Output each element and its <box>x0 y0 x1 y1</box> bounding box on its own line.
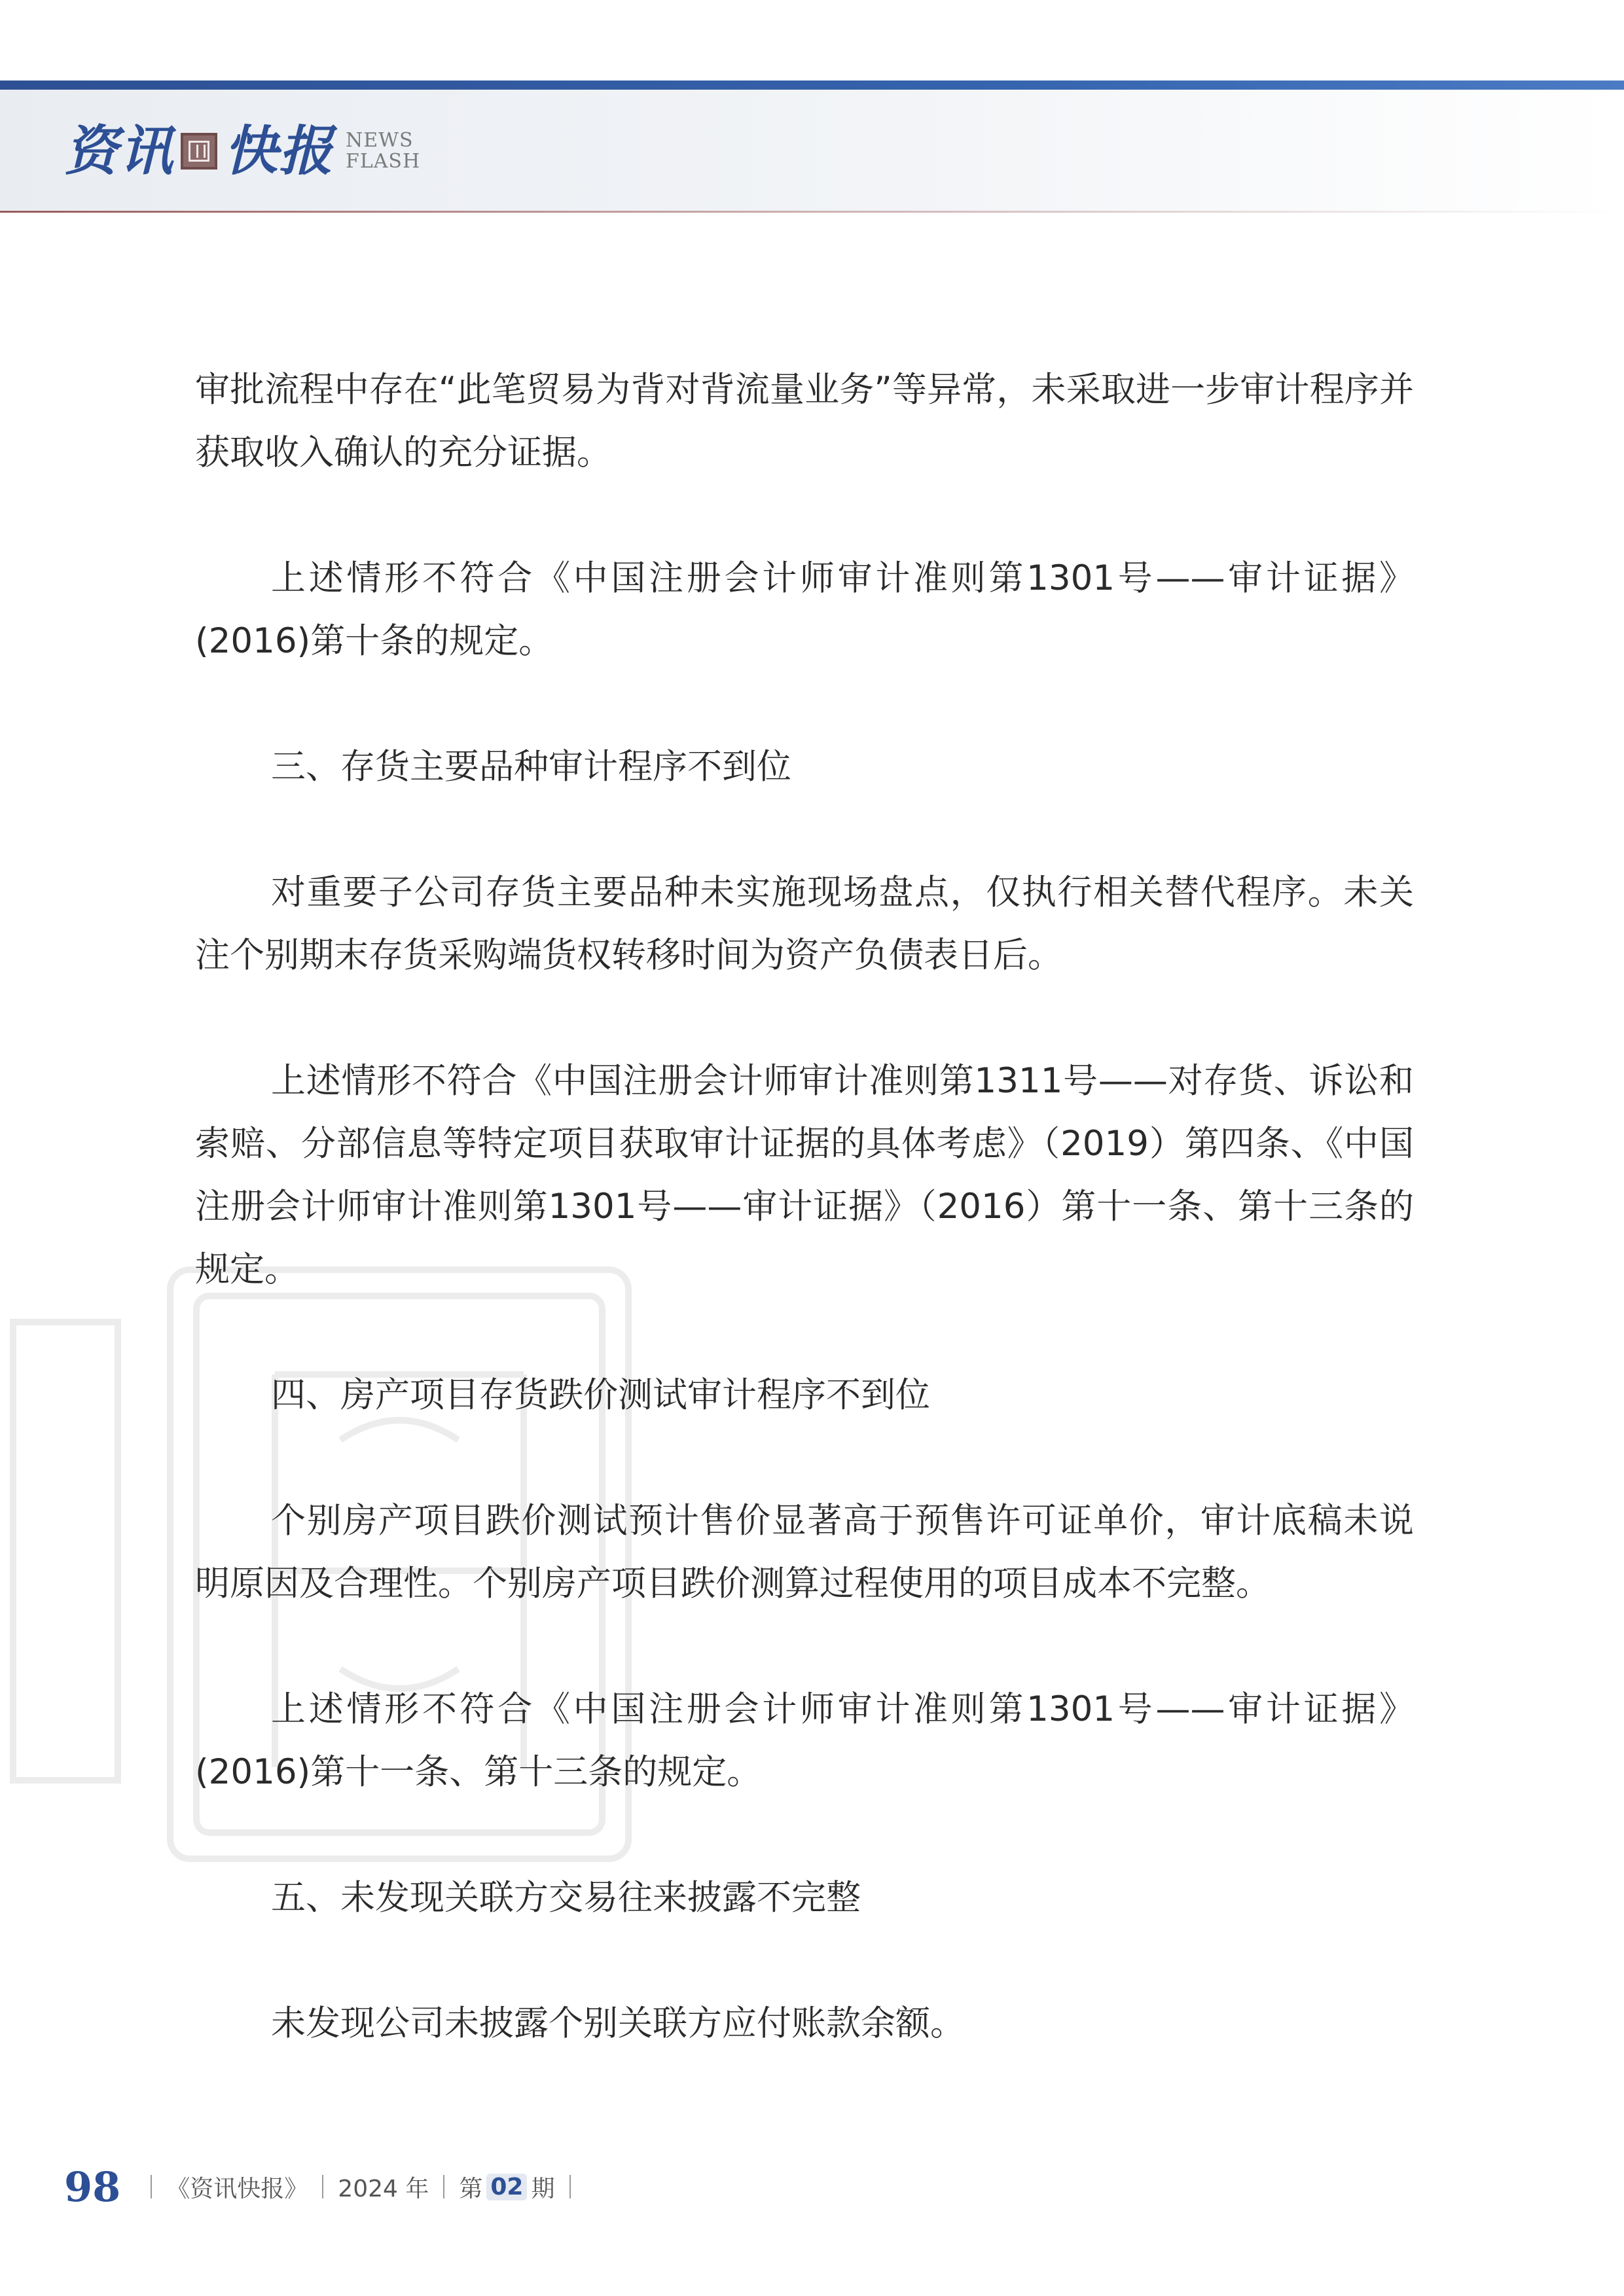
header-underline <box>0 211 1624 213</box>
footer-divider <box>569 2175 571 2198</box>
page-number: 98 <box>64 2162 121 2211</box>
section-heading-4: 四、房产项目存货跌价测试审计程序不到位 <box>271 1375 930 1415</box>
flash-label: FLASH <box>346 150 421 173</box>
page-footer <box>64 2157 585 2216</box>
paragraph-inventory-count: 对重要子公司存货主要品种未实施现场盘点，仅执行相关替代程序。未关注个别期末存货采购端货权转移时间为资产负债表日后。 <box>195 872 1414 975</box>
masthead-title-part1: 资讯 <box>64 120 174 183</box>
footer-divider <box>322 2175 323 2198</box>
article-body <box>195 359 1414 2055</box>
seal-icon <box>181 133 217 170</box>
paragraph-revenue-evidence: 审批流程中存在“此笔贸易为背对背流量业务”等异常，未采取进一步审计程序并获取收入确认的充分证据。 <box>195 370 1414 473</box>
issue-prefix: 第 <box>459 2175 483 2202</box>
masthead <box>64 115 420 187</box>
issue-number: 02 <box>486 2174 527 2200</box>
issue-year: 2024 年 <box>338 2175 429 2202</box>
news-flash-label <box>346 130 420 172</box>
footer-divider <box>151 2175 152 2198</box>
news-label: NEWS <box>346 129 414 152</box>
section-heading-5: 五、未发现关联方交易往来披露不完整 <box>271 1878 861 1918</box>
issue-suffix: 期 <box>531 2175 555 2202</box>
paragraph-standard-citation-1: 上述情形不符合《中国注册会计师审计准则第1301号——审计证据》(2016)第十条的规定。 <box>195 558 1414 661</box>
paragraph-impairment-test: 个别房产项目跌价测试预计售价显著高于预售许可证单价，审计底稿未说明原因及合理性。个别房产项目跌价测算过程使用的项目成本不完整。 <box>195 1501 1414 1604</box>
masthead-title-part2: 快报 <box>224 120 334 183</box>
paragraph-standard-citation-3: 上述情形不符合《中国注册会计师审计准则第1301号——审计证据》(2016)第十一条、第十三条的规定。 <box>195 1689 1414 1792</box>
footer-divider <box>443 2175 444 2198</box>
header-top-rule <box>0 81 1624 90</box>
section-heading-3: 三、存货主要品种审计程序不到位 <box>271 747 791 787</box>
publication-name: 《资讯快报》 <box>166 2175 308 2202</box>
paragraph-related-party: 未发现公司未披露个别关联方应付账款余额。 <box>271 2003 965 2043</box>
paragraph-standard-citation-2: 上述情形不符合《中国注册会计师审计准则第1311号——对存货、诉讼和索赔、分部信息等特定项目获取审计证据的具体考虑》（2019）第四条、《中国注册会计师审计准则第1301号——审计证据》（2016）第十一条、第十三条的规定。 <box>195 1061 1414 1289</box>
